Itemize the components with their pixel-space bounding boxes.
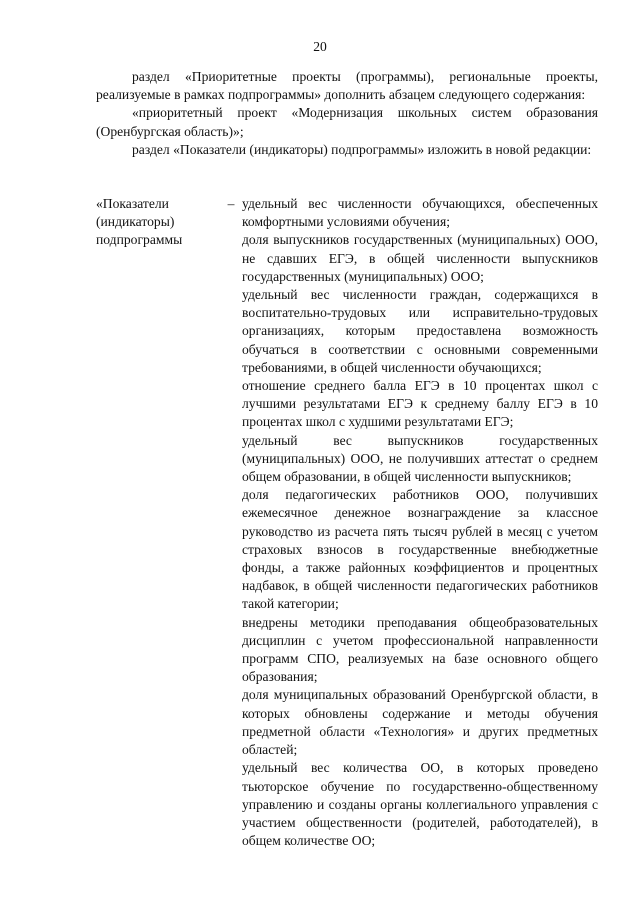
indicator-item: удельный вес численности обучающихся, обеспеченных комфортными условиями обучения; bbox=[242, 196, 598, 230]
indicator-item: удельный вес выпускников государственных (муниципальных) ООО, не получивших аттестат о среднем общем образовании, в общей численности выпускников; bbox=[242, 432, 598, 485]
indicator-item: удельный вес численности граждан, содержащихся в воспитательно-трудовых или исправительно-трудовых организациях, которым предоставлена возможность обучаться в соответствии с основными современными требованиями, в общей численности обучающихся; bbox=[242, 287, 598, 375]
indicator-item: внедрены методики преподавания общеобразовательных дисциплин с учетом профессиональной направленности программ СПО, реализуемых на базе основного общего образования; bbox=[242, 614, 598, 685]
indicator-item: удельный вес количества ОО, в которых проведено тьюторское обучение по государственно-общественному управлению и созданы органы коллегиального управления с участием общественности (родителей, работодателей), в общем количестве ОО; bbox=[242, 760, 598, 849]
intro-paragraph: «приоритетный проект «Модернизация школьных систем образования (Оренбургская область)»; bbox=[96, 105, 598, 139]
intro-section bbox=[96, 68, 598, 159]
indicator-item: доля муниципальных образований Оренбургской области, в которых обновлены содержание и методы обучения предметной области «Технология» и других предметных областей; bbox=[242, 687, 598, 758]
indicators-list bbox=[242, 195, 598, 850]
intro-paragraph: раздел «Приоритетные проекты (программы), региональные проекты, реализуемые в рамках подпрограммы» дополнить абзацем следующего содержания: bbox=[96, 69, 598, 103]
indicators-dash: – bbox=[227, 196, 235, 211]
intro-paragraph: раздел «Показатели (индикаторы) подпрограммы» изложить в новой редакции: bbox=[132, 141, 592, 157]
indicator-item: отношение среднего балла ЕГЭ в 10 процентах школ с лучшими результатами ЕГЭ к среднему баллу ЕГЭ в 10 процентах школ с худшими результатами ЕГЭ; bbox=[242, 378, 598, 430]
indicator-item: доля педагогических работников ООО, получивших ежемесячное денежное вознаграждение за классное руководство из расчета пять тысяч рублей в месяц с учетом страховых взносов в государственные внебюджетные фонды, а также районных коэффициентов и процентных надбавок, в общей численности педагогических работников такой категории; bbox=[242, 487, 598, 612]
indicator-item: доля выпускников государственных (муниципальных) ООО, не сдавших ЕГЭ, в общей численности выпускников государственных (муниципальных) ООО; bbox=[242, 232, 598, 284]
page-number: 20 bbox=[313, 39, 327, 54]
indicators-label: «Показатели (индикаторы) подпрограммы bbox=[96, 196, 183, 248]
